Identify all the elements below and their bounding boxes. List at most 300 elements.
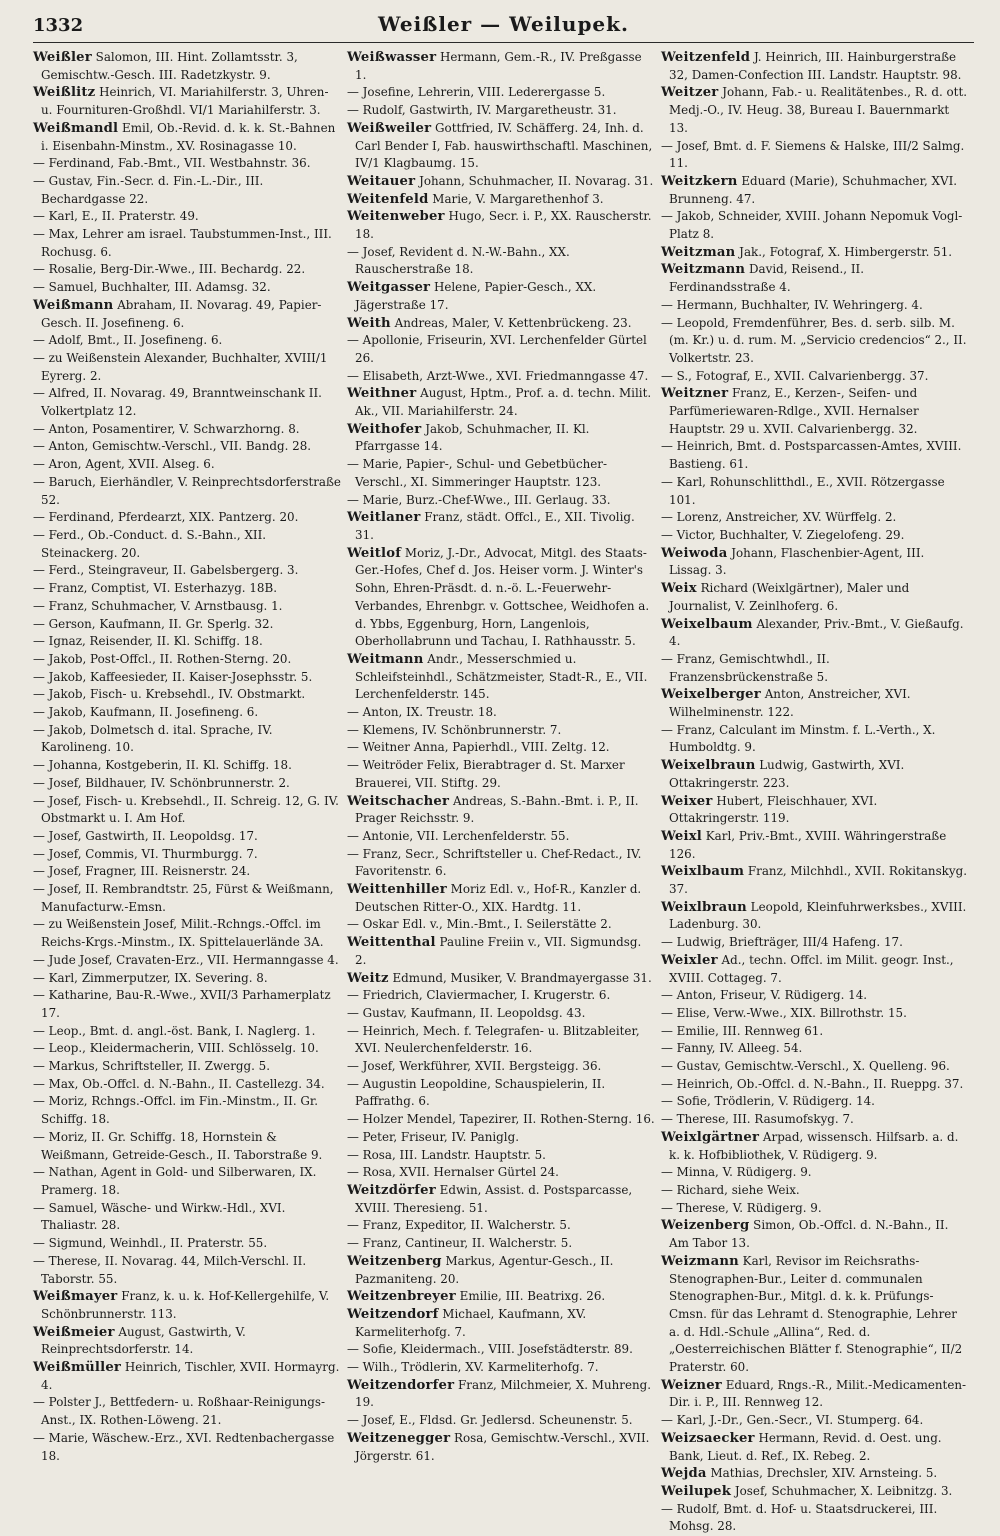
directory-entry — [347, 332, 655, 367]
directory-entry — [347, 916, 655, 934]
entry-text: Johann, Flaschenbier-Agent, III. Lissag. 3. — [669, 545, 925, 578]
directory-entry — [661, 261, 969, 296]
entry-text: — Minna, V. Rüdigerg. 9. — [661, 1165, 812, 1180]
directory-entry — [661, 651, 969, 686]
directory-entry — [33, 509, 341, 527]
directory-entry — [33, 757, 341, 775]
directory-entry — [661, 297, 969, 315]
entry-text: Andreas, S.-Bahn.-Bmt. i. P., II. Prager Reichsstr. 9. — [355, 793, 639, 826]
directory-entry — [33, 1430, 341, 1465]
directory-entry — [347, 191, 655, 209]
directory-entry — [661, 899, 969, 934]
entry-text: Emilie, III. Beatrixg. 26. — [455, 1289, 606, 1304]
entry-text: — Samuel, Wäsche- und Wirkw.-Hdl., XVI. Thaliastr. 28. — [33, 1200, 286, 1233]
entry-surname: Wejda — [661, 1466, 707, 1482]
entry-surname: Weitenweber — [347, 209, 445, 225]
entry-surname: Weizsaecker — [661, 1430, 755, 1446]
directory-entry — [347, 1023, 655, 1058]
entry-text: — Aron, Agent, XVII. Alseg. 6. — [33, 457, 215, 472]
directory-entry — [661, 1040, 969, 1058]
entry-text: — Jakob, Dolmetsch d. ital. Sprache, IV. Karolineng. 10. — [33, 722, 273, 755]
directory-entry — [661, 863, 969, 898]
entry-surname: Weitzdörfer — [347, 1183, 436, 1198]
entry-text: Franz, Milchhdl., XVII. Rokitanskyg. 37. — [669, 864, 967, 897]
directory-entry — [661, 138, 969, 173]
entry-text: — Max, Ob.-Offcl. d. N.-Bahn., II. Castellezg. 34. — [33, 1076, 325, 1091]
directory-entry — [347, 545, 655, 651]
entry-text: Heinrich, Tischler, XVII. Hormayrg. 4. — [41, 1360, 340, 1392]
directory-entry — [33, 846, 341, 864]
entry-surname: Weittenhiller — [347, 882, 447, 898]
entry-surname: Weitzkern — [661, 173, 738, 189]
entry-text: Salomon, III. Hint. Zollamtsstr. 3, Gemischtw.-Gesch. III. Radetzkystr. 9. — [41, 50, 298, 82]
entry-text: — Emilie, III. Rennweg 61. — [661, 1023, 824, 1038]
directory-entry — [661, 244, 969, 262]
directory-entry — [347, 1306, 655, 1341]
directory-entry — [661, 1377, 969, 1412]
entry-surname: Weixlbraun — [661, 899, 747, 915]
entry-text: Edmund, Musiker, V. Brandmayergasse 31. — [388, 970, 652, 985]
entry-text: Franz, städt. Offcl., E., XII. Tivolig. 31. — [355, 510, 635, 542]
directory-entry — [661, 987, 969, 1005]
entry-text: — Josef, Bildhauer, IV. Schönbrunnerstr. 2. — [33, 775, 290, 790]
entry-text: Gottfried, IV. Schäfferg. 24, Inh. d. Carl Bender I, Fab. hauswirthschaftl. Maschinen, IV/1 Klagbaumg. 15. — [355, 120, 653, 171]
directory-entry — [33, 633, 341, 651]
entry-surname: Weitlof — [347, 545, 402, 561]
entry-surname: Weixlbaum — [661, 864, 745, 880]
entry-text: Eduard (Marie), Schuhmacher, XVI. Brunneng. 47. — [669, 173, 958, 206]
directory-entry — [661, 1217, 969, 1252]
entry-surname: Weitgasser — [347, 280, 431, 296]
directory-entry — [347, 84, 655, 102]
directory-entry — [33, 1093, 341, 1128]
directory-entry — [33, 120, 341, 155]
directory-entry — [661, 527, 969, 545]
directory-entry — [33, 527, 341, 562]
directory-entry — [33, 226, 341, 261]
entry-surname: Weitz — [347, 970, 389, 986]
entry-text: — Josef, E., Fldsd. Gr. Jedlersd. Scheunenstr. 5. — [347, 1413, 633, 1428]
directory-entry — [661, 1501, 969, 1536]
directory-entry — [33, 1394, 341, 1429]
running-head: Weißler — Weilupek. — [378, 12, 629, 36]
entry-text: — Rosalie, Berg-Dir.-Wwe., III. Bechardg. 22. — [33, 262, 306, 277]
entry-surname: Weix — [661, 581, 697, 597]
entry-text: — Josef, Bmt. d. F. Siemens & Halske, III/2 Salmg. 11. — [661, 138, 965, 171]
directory-entry — [33, 1324, 341, 1359]
directory-entry — [33, 580, 341, 598]
entry-text: — zu Weißenstein Josef, Milit.-Rchngs.-Offcl. im Reichs-Krgs.-Minstm., IX. Spittelauerlände 3A. — [33, 917, 324, 950]
directory-entry — [33, 987, 341, 1022]
entry-text: — Samuel, Buchhalter, III. Adamsg. 32. — [33, 280, 271, 295]
directory-entry — [33, 828, 341, 846]
directory-entry — [33, 863, 341, 881]
directory-entry — [661, 385, 969, 438]
entry-text: — Elisabeth, Arzt-Wwe., XVI. Friedmanngasse 47. — [347, 368, 649, 383]
entry-surname: Weizmann — [661, 1253, 739, 1269]
entry-text: — Rosa, XVII. Hernalser Gürtel 24. — [347, 1165, 559, 1180]
entry-text: — Hermann, Buchhalter, IV. Wehringerg. 4. — [661, 297, 923, 312]
entry-text: — Markus, Schriftsteller, II. Zwergg. 5. — [33, 1059, 271, 1074]
directory-entry — [347, 1182, 655, 1217]
entry-text: — Friedrich, Claviermacher, I. Krugerstr. 6. — [347, 988, 611, 1003]
directory-entry — [33, 793, 341, 828]
entry-text: Josef, Schuhmacher, X. Leibnitzg. 3. — [731, 1483, 953, 1498]
entry-text: — Baruch, Eierhändler, V. Reinprechtsdorferstraße 52. — [33, 474, 341, 507]
entry-text: — Fanny, IV. Alleeg. 54. — [661, 1041, 803, 1056]
entry-text: — Lorenz, Anstreicher, XV. Würffelg. 2. — [661, 510, 897, 525]
entry-surname: Weitzenegger — [347, 1430, 451, 1446]
entry-text: — Josefine, Lehrerin, VIII. Lederergasse 5. — [347, 85, 606, 100]
entry-text: J. Heinrich, III. Hainburgerstraße 32, Damen-Confection III. Landstr. Hauptstr. 98. — [669, 50, 962, 82]
entry-text: — Moriz, II. Gr. Schiffg. 18, Hornstein & Weißmann, Getreide-Gesch., II. Taborstraße 9. — [33, 1129, 323, 1162]
entry-text: — Heinrich, Bmt. d. Postsparcassen-Amtes, XVIII. Bastieng. 61. — [661, 439, 962, 472]
directory-entry — [33, 297, 341, 332]
entry-text: — Leop., Kleidermacherin, VIII. Schlösselg. 10. — [33, 1041, 319, 1056]
directory-entry — [33, 1058, 341, 1076]
entry-text: Heinrich, VI. Mariahilferstr. 3, Uhren- u. Fournituren-Großhdl. VI/1 Mariahilferstr. 3. — [41, 85, 329, 118]
directory-entry — [347, 1217, 655, 1235]
entry-surname: Weixer — [661, 793, 713, 809]
entry-text: Andr., Messerschmied u. Schleifsteinhdl., Schätzmeister, Stadt-R., E., VII. Lerchenfelderstr. 145. — [355, 651, 648, 702]
column-left — [33, 49, 341, 1536]
entry-text: — Antonie, VII. Lerchenfelderstr. 55. — [347, 828, 570, 843]
directory-entry — [33, 952, 341, 970]
entry-text: Moriz Edl. v., Hof-R., Kanzler d. Deutschen Ritter-O., XIX. Hardtg. 11. — [355, 882, 642, 914]
entry-text: — Alfred, II. Novarag. 49, Branntweinschank II. Volkertplatz 12. — [33, 386, 322, 419]
entry-text: Anton, Anstreicher, XVI. Wilhelminenstr. 122. — [669, 687, 911, 720]
directory-entry — [347, 987, 655, 1005]
directory-entry — [33, 456, 341, 474]
entry-surname: Weitmann — [347, 651, 424, 667]
entry-text: Hermann, Gem.-R., IV. Preßgasse 1. — [355, 50, 642, 82]
entry-text: — Therese, II. Novarag. 44, Milch-Verschl. II. Taborstr. 55. — [33, 1253, 307, 1286]
entry-text: Richard (Weixlgärtner), Maler und Journalist, V. Zeinlhoferg. 6. — [669, 581, 910, 613]
directory-entry — [33, 722, 341, 757]
directory-entry — [347, 279, 655, 314]
directory-entry — [33, 1023, 341, 1041]
entry-surname: Weitzman — [661, 244, 736, 260]
column-middle — [347, 49, 655, 1536]
directory-entry — [33, 1040, 341, 1058]
directory-entry — [347, 509, 655, 544]
entry-text: Michael, Kaufmann, XV. Karmeliterhofg. 7. — [355, 1306, 587, 1339]
entry-surname: Weitauer — [347, 173, 416, 189]
entry-text: — Anton, IX. Treustr. 18. — [347, 705, 497, 720]
entry-text: — Josef, II. Rembrandtstr. 25, Fürst & Weißmann, Manufacturw.-Emsn. — [33, 882, 334, 914]
directory-entry — [347, 49, 655, 84]
entry-surname: Weißmann — [33, 297, 114, 313]
entry-surname: Weitzendorf — [347, 1306, 439, 1322]
directory-entry — [33, 438, 341, 456]
directory-entry — [33, 421, 341, 439]
page-number: 1332 — [33, 15, 84, 36]
directory-entry — [33, 474, 341, 509]
directory-entry — [33, 881, 341, 916]
directory-entry — [661, 616, 969, 651]
directory-entry — [347, 1288, 655, 1306]
entry-surname: Weißlitz — [33, 85, 96, 101]
entry-text: — Jakob, Kaffeesieder, II. Kaiser-Josephsstr. 5. — [33, 669, 313, 684]
directory-entry — [661, 1005, 969, 1023]
entry-text: Franz, Milchmeier, X. Muhreng. 19. — [355, 1377, 652, 1410]
entry-text: — Josef, Fragner, III. Reisnerstr. 24. — [33, 864, 251, 879]
entry-text: — Jakob, Kaufmann, II. Josefineng. 6. — [33, 705, 259, 720]
directory-entry — [661, 1483, 969, 1501]
directory-entry — [661, 1129, 969, 1164]
entry-text: — Ferdinand, Fab.-Bmt., VII. Westbahnstr. 36. — [33, 156, 311, 171]
entry-text: — Karl, J.-Dr., Gen.-Secr., VI. Stumperg. 64. — [661, 1413, 924, 1428]
entry-text: — Victor, Buchhalter, V. Ziegelofeng. 29. — [661, 527, 905, 542]
directory-entry — [33, 332, 341, 350]
directory-entry — [661, 1023, 969, 1041]
entry-surname: Weithofer — [347, 421, 422, 437]
entry-text: — Peter, Friseur, IV. Paniglg. — [347, 1129, 519, 1144]
entry-text: — Moriz, Rchngs.-Offcl. im Fin.-Minstm., II. Gr. Schiffg. 18. — [33, 1094, 319, 1127]
directory-entry — [347, 120, 655, 173]
entry-text: Ludwig, Gastwirth, XVI. Ottakringerstr. 223. — [669, 758, 905, 790]
entry-surname: Weitzner — [661, 386, 729, 402]
entry-text: Eduard, Rngs.-R., Milit.-Medicamenten-Dir. i. P., III. Rennweg 12. — [669, 1377, 967, 1410]
directory-entry — [33, 916, 341, 951]
directory-entry — [347, 315, 655, 333]
entry-surname: Weitschacher — [347, 793, 450, 809]
entry-text: — Franz, Cantineur, II. Walcherstr. 5. — [347, 1236, 573, 1251]
entry-text: — Anton, Friseur, V. Rüdigerg. 14. — [661, 988, 868, 1003]
entry-text: — Weitröder Felix, Bierabtrager d. St. Marxer Brauerei, VII. Stiftg. 29. — [347, 758, 625, 790]
directory-entry — [33, 261, 341, 279]
directory-entry — [33, 84, 341, 119]
entry-surname: Weixlgärtner — [661, 1129, 760, 1145]
directory-entry — [661, 952, 969, 987]
directory-entry — [661, 1253, 969, 1377]
entry-surname: Weiwoda — [661, 545, 728, 561]
directory-entry — [661, 793, 969, 828]
entry-surname: Weißmayer — [33, 1289, 118, 1305]
entry-text: — Polster J., Bettfedern- u. Roßhaar-Reinigungs-Anst., IX. Rothen-Löweng. 21. — [33, 1395, 325, 1428]
directory-entry — [33, 385, 341, 420]
directory-entry — [661, 1058, 969, 1076]
entry-text: — Rosa, III. Landstr. Hauptstr. 5. — [347, 1147, 546, 1162]
entry-text: — Josef, Gastwirth, II. Leopoldsg. 17. — [33, 828, 258, 843]
directory-entry — [661, 757, 969, 792]
entry-text: — Ludwig, Briefträger, III/4 Hafeng. 17. — [661, 935, 903, 950]
directory-entry — [347, 173, 655, 191]
directory-entry — [661, 1076, 969, 1094]
directory-entry — [661, 1465, 969, 1483]
entry-text: — Elise, Verw.-Wwe., XIX. Billrothstr. 15. — [661, 1005, 907, 1020]
directory-entry — [347, 1235, 655, 1253]
entry-text: Karl, Priv.-Bmt., XVIII. Währingerstraße 126. — [669, 828, 947, 861]
entry-text: — Richard, siehe Weix. — [661, 1183, 800, 1197]
entry-text: Hugo, Secr. i. P., XX. Rauscherstr. 18. — [355, 209, 652, 242]
entry-text: — Wilh., Trödlerin, XV. Karmeliterhofg. 7. — [347, 1360, 599, 1375]
entry-text: — Ferd., Ob.-Conduct. d. S.-Bahn., XII. Steinackerg. 20. — [33, 527, 267, 560]
directory-entry — [661, 509, 969, 527]
entry-text: Johann, Schuhmacher, II. Novarag. 31. — [415, 173, 654, 188]
directory-entry — [33, 279, 341, 297]
entry-text: — Franz, Secr., Schriftsteller u. Chef-Redact., IV. Favoritenstr. 6. — [347, 846, 642, 879]
entry-text: David, Reisend., II. Ferdinandsstraße 4. — [669, 262, 865, 295]
entry-text: Moriz, J.-Dr., Advocat, Mitgl. des Staats-Ger.-Hofes, Chef d. Jos. Heiser vorm. J. Winter's Sohn, Ehren-Präsdt. d. n.-ö. L.-Feuerwehr-Verbandes, Ehrenbgr. v. Gottschee, Weidhofen a. d. Ybbs, Eggenburg, Horn, Langenlois, Oberhollabrunn und Tachau, I. Rathhausstr. 5. — [355, 545, 650, 649]
entry-text: — Ferd., Steingraveur, II. Gabelsbergerg. 3. — [33, 563, 299, 578]
directory-entry — [347, 970, 655, 988]
entry-text: Johann, Fab.- u. Realitätenbes., R. d. ott. Medj.-O., IV. Heug. 38, Bureau I. Bauernmarkt 13. — [669, 85, 968, 135]
entry-text: — Sigmund, Weinhdl., II. Praterstr. 55. — [33, 1236, 268, 1251]
directory-entry — [347, 1005, 655, 1023]
directory-entry — [33, 1200, 341, 1235]
entry-text: — Anton, Gemischtw.-Verschl., VII. Bandg. 28. — [33, 439, 312, 454]
directory-entry — [347, 1164, 655, 1182]
directory-entry — [347, 704, 655, 722]
directory-entry — [33, 155, 341, 173]
entry-surname: Weizner — [661, 1377, 722, 1393]
directory-entry — [347, 934, 655, 969]
entry-text: — Jakob, Post-Offcl., II. Rothen-Sterng. 20. — [33, 651, 292, 666]
directory-entry — [33, 970, 341, 988]
entry-surname: Weißweiler — [347, 120, 432, 136]
directory-entry — [33, 1076, 341, 1094]
entry-text: — Therese, III. Rasumofskyg. 7. — [661, 1112, 854, 1127]
entry-text: — Holzer Mendel, Tapezirer, II. Rothen-Sterng. 16. — [347, 1112, 655, 1127]
directory-entry — [33, 1235, 341, 1253]
entry-text: — Josef, Werkführer, XVII. Bergsteigg. 36. — [347, 1059, 602, 1074]
directory-entry — [661, 1164, 969, 1182]
entry-surname: Weixler — [661, 952, 718, 968]
entry-text: — Franz, Expeditor, II. Walcherstr. 5. — [347, 1218, 571, 1233]
entry-surname: Weizenberg — [661, 1218, 750, 1234]
entry-text: Alexander, Priv.-Bmt., V. Gießaufg. 4. — [669, 616, 964, 649]
entry-text: — Jude Josef, Cravaten-Erz., VII. Hermanngasse 4. — [33, 952, 339, 967]
directory-entry — [347, 208, 655, 243]
column-right — [661, 49, 969, 1536]
entry-surname: Weixelbraun — [661, 758, 756, 774]
directory-entry — [33, 1359, 341, 1394]
directory-entry — [661, 722, 969, 757]
entry-surname: Weitzenbreyer — [347, 1289, 456, 1305]
entry-text: — zu Weißenstein Alexander, Buchhalter, XVIII/1 Eyrerg. 2. — [33, 350, 328, 383]
entry-surname: Weixl — [661, 828, 703, 844]
directory-entry — [347, 492, 655, 510]
directory-entry — [33, 704, 341, 722]
directory-entry — [347, 1058, 655, 1076]
entry-text: — Oskar Edl. v., Min.-Bmt., I. Seilerstätte 2. — [347, 917, 612, 932]
entry-text: Simon, Ob.-Offcl. d. N.-Bahn., II. Am Tabor 13. — [669, 1218, 949, 1251]
entry-surname: Weixelbaum — [661, 616, 753, 632]
entry-text: Helene, Papier-Gesch., XX. Jägerstraße 17. — [355, 280, 597, 312]
directory-entry — [661, 828, 969, 863]
directory-entry — [661, 545, 969, 580]
directory-entry — [347, 651, 655, 704]
directory-entry — [347, 1253, 655, 1288]
directory-entry — [347, 1129, 655, 1147]
directory-entry — [661, 580, 969, 615]
directory-entry — [347, 828, 655, 846]
directory-entry — [661, 1093, 969, 1111]
entry-text: — Franz, Comptist, VI. Esterhazyg. 18B. — [33, 581, 278, 596]
entry-text: — Rudolf, Gastwirth, IV. Margaretheustr. 31. — [347, 103, 617, 118]
entry-text: — Gerson, Kaufmann, II. Gr. Sperlg. 32. — [33, 616, 274, 631]
directory-entry — [661, 474, 969, 509]
entry-text: — Johanna, Kostgeberin, II. Kl. Schiffg. 18. — [33, 758, 292, 773]
directory-entry — [33, 562, 341, 580]
entry-text: — Augustin Leopoldine, Schauspielerin, II. Paffrathg. 6. — [347, 1076, 606, 1109]
entry-text: — Gustav, Fin.-Secr. d. Fin.-L.-Dir., III. Bechardgasse 22. — [33, 173, 264, 206]
entry-text: — Franz, Calculant im Minstm. f. L.-Verth., X. Humboldtg. 9. — [661, 722, 936, 755]
entry-text: Emil, Ob.-Revid. d. k. k. St.-Bahnen i. Eisenbahn-Minstm., XV. Rosinagasse 10. — [41, 120, 336, 153]
entry-surname: Weixelberger — [661, 687, 761, 703]
entry-surname: Weitzenberg — [347, 1253, 442, 1269]
directory-entry — [347, 244, 655, 279]
directory-entry — [33, 350, 341, 385]
directory-entry — [661, 173, 969, 208]
entry-text: — Gustav, Gemischtw.-Verschl., X. Quelleng. 96. — [661, 1059, 950, 1074]
entry-surname: Weitzmann — [661, 262, 746, 278]
entry-text: — Klemens, IV. Schönbrunnerstr. 7. — [347, 722, 562, 737]
entry-text: — Adolf, Bmt., II. Josefineng. 6. — [33, 333, 223, 348]
entry-text: — Marie, Burz.-Chef-Wwe., III. Gerlaug. 33. — [347, 492, 611, 507]
entry-surname: Weitzenfeld — [661, 50, 751, 65]
entry-text: — Max, Lehrer am israel. Taubstummen-Inst., III. Rochusg. 6. — [33, 227, 332, 259]
directory-entry — [347, 102, 655, 120]
entry-text: Abraham, II. Novarag. 49, Papier-Gesch. II. Josefineng. 6. — [41, 297, 322, 330]
entry-text: — Leopold, Fremdenführer, Bes. d. serb. silb. M. (m. Kr.) u. d. rum. M. „Servicio credencios“ 2., II. Volkertstr. 23. — [661, 315, 967, 365]
directory-entry — [347, 1111, 655, 1129]
directory-entry — [347, 1147, 655, 1165]
entry-text: Rosa, Gemischtw.-Verschl., XVII. Jörgerstr. 61. — [355, 1430, 650, 1463]
directory-entry — [33, 1288, 341, 1323]
entry-text: — Heinrich, Mech. f. Telegrafen- u. Blitzableiter, XVI. Neulerchenfelderstr. 16. — [347, 1023, 640, 1056]
entry-surname: Weithner — [347, 386, 417, 402]
entry-text: — Therese, V. Rüdigerg. 9. — [661, 1200, 822, 1215]
entry-surname: Weißmüller — [33, 1360, 122, 1376]
entry-text: — S., Fotograf, E., XVII. Calvarienbergg. 37. — [661, 368, 929, 383]
entry-text: — Franz, Gemischtwhdl., II. Franzensbrückenstraße 5. — [661, 651, 830, 684]
entry-text: — Anton, Posamentirer, V. Schwarzhorng. 8. — [33, 421, 300, 436]
directory-entry — [33, 669, 341, 687]
directory-entry — [661, 934, 969, 952]
entry-text: — Franz, Schuhmacher, V. Arnstbausg. 1. — [33, 598, 283, 613]
entry-text: Franz, k. u. k. Hof-Kellergehilfe, V. Schönbrunnerstr. 113. — [41, 1289, 330, 1321]
directory-entry — [33, 686, 341, 704]
entry-surname: Weißwasser — [347, 50, 437, 65]
entry-text: Jak., Fotograf, X. Himbergerstr. 51. — [735, 244, 953, 259]
directory-entry — [661, 1412, 969, 1430]
page-header — [33, 12, 974, 43]
entry-text: Ad., techn. Offcl. im Milit. geogr. Inst., XVIII. Cottageg. 7. — [669, 952, 954, 985]
entry-surname: Weißmeier — [33, 1324, 115, 1340]
entry-text: Mathias, Drechsler, XIV. Arnsteing. 5. — [706, 1466, 938, 1481]
entry-surname: Weitlaner — [347, 510, 421, 526]
directory-entry — [33, 775, 341, 793]
entry-text: — Weitner Anna, Papierhdl., VIII. Zeltg. 12. — [347, 740, 610, 755]
directory-entry — [661, 49, 969, 84]
entry-text: — Apollonie, Friseurin, XVI. Lerchenfelder Gürtel 26. — [347, 333, 647, 365]
directory-entry — [347, 722, 655, 740]
entry-text: Pauline Freiin v., VII. Sigmundsg. 2. — [355, 935, 642, 967]
directory-entry — [33, 651, 341, 669]
directory-entry — [347, 1341, 655, 1359]
entry-text: — Jakob, Fisch- u. Krebsehdl., IV. Obstmarkt. — [33, 687, 306, 702]
directory-entry — [347, 881, 655, 916]
directory-entry — [347, 385, 655, 420]
entry-text: Hubert, Fleischhauer, XVI. Ottakringerstr. 119. — [669, 793, 878, 826]
directory-entry — [661, 1182, 969, 1200]
entry-surname: Weitzendorfer — [347, 1377, 455, 1393]
directory-entry — [347, 456, 655, 491]
directory-entry — [347, 1430, 655, 1465]
entry-text: — Karl, Zimmerputzer, IX. Severing. 8. — [33, 970, 268, 985]
